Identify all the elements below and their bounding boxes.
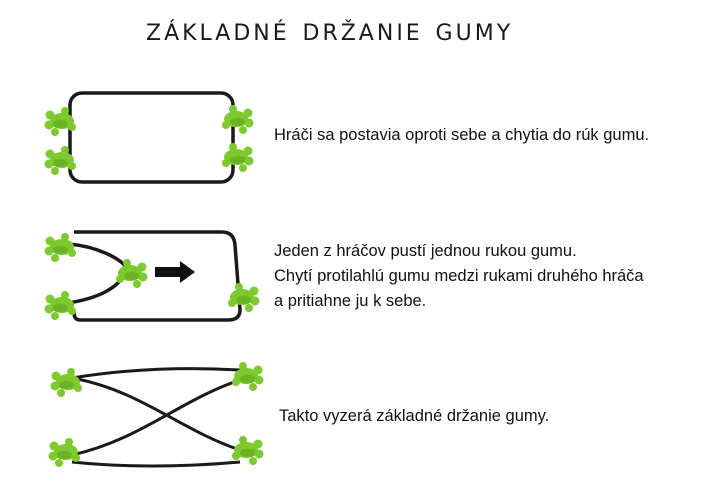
text-line: a pritiahne ju k sebe. [274, 292, 427, 310]
rope-loop [72, 462, 240, 466]
foot-icon [222, 143, 254, 172]
diagram-1 [45, 93, 254, 182]
rope-loop [72, 369, 240, 378]
foot-icon [45, 233, 77, 262]
arrow-right-icon [155, 261, 195, 283]
foot-icon [51, 368, 83, 397]
rope-loop [70, 93, 233, 182]
foot-icon [45, 291, 77, 320]
foot-icon [232, 362, 264, 391]
diagram-2 [45, 232, 260, 320]
text-line: Takto vyzerá základné držanie gumy. [279, 407, 550, 425]
rope-loop [72, 380, 240, 455]
text-line: Hráči sa postavia oproti sebe a chytia do rúk gumu. [274, 126, 650, 144]
foot-icon [232, 436, 264, 465]
text-line: Jeden z hráčov pustí jednou rukou gumu. [274, 242, 577, 260]
page-title: základné držanie gumy [146, 12, 514, 48]
rope-loop [68, 232, 240, 320]
step-2-text [274, 239, 644, 314]
step-1-text [274, 123, 649, 148]
step-3-text [279, 404, 549, 429]
foot-icon [222, 105, 254, 134]
diagram-3 [49, 362, 264, 467]
foot-icon [228, 283, 260, 312]
text-line: Chytí protilahlú gumu medzi rukami druhého hráča [274, 267, 644, 285]
